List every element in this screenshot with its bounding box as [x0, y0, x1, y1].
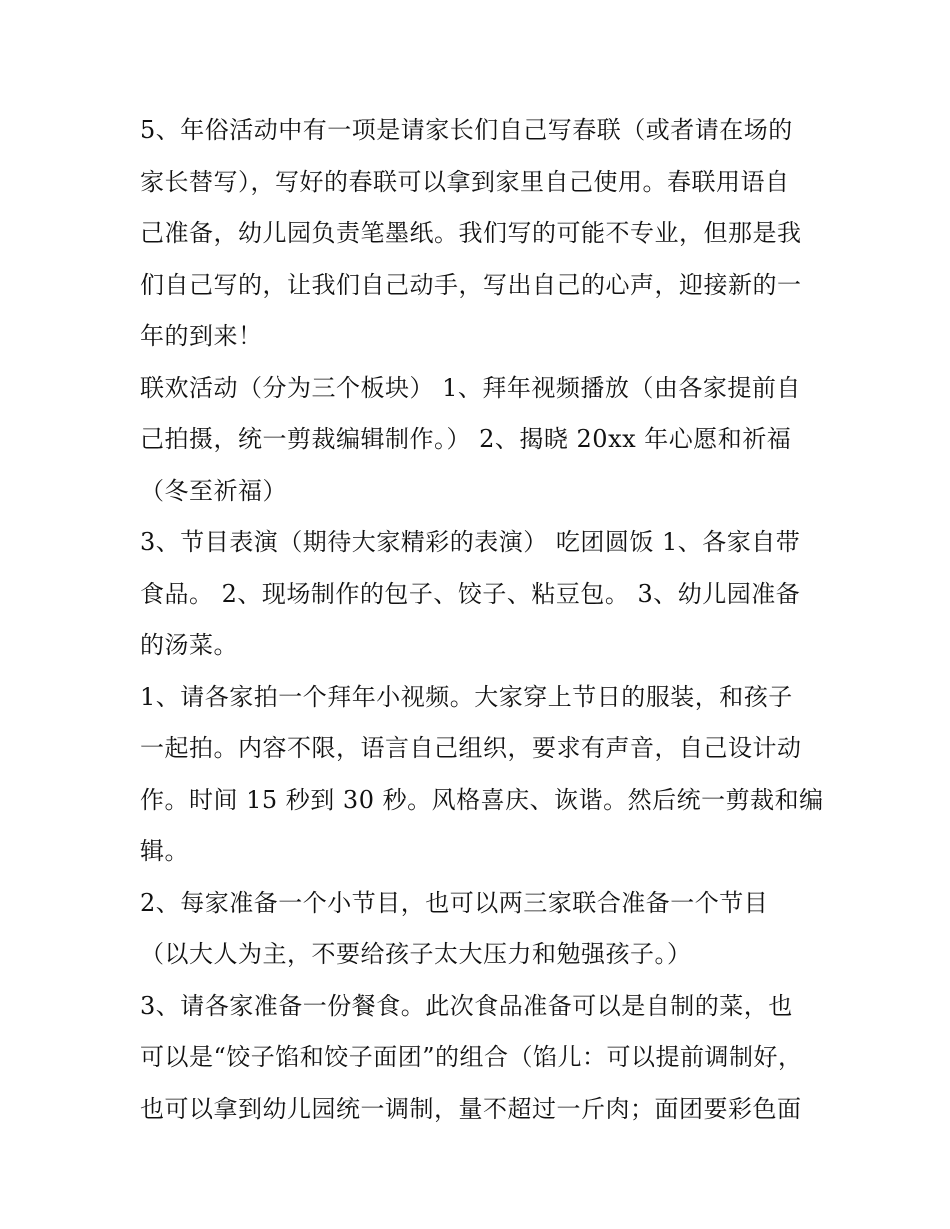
text-line: 联欢活动（分为三个板块） 1、拜年视频播放（由各家提前自 — [140, 373, 801, 402]
text-line: 们自己写的，让我们自己动手，写出自己的心声，迎接新的一 — [140, 270, 802, 299]
text-line: 可以是“饺子馅和饺子面团”的组合（馅儿：可以提前调制好， — [140, 1043, 803, 1071]
text-line: 的汤菜。 — [140, 631, 238, 659]
text-line: （以大人为主，不要给孩子太大压力和勉强孩子。） — [140, 940, 692, 968]
document-body — [140, 105, 824, 1135]
text-line: 作。时间 15 秒到 30 秒。风格喜庆、诙谐。然后统一剪裁和编 — [140, 785, 824, 814]
text-line: 家长替写），写好的春联可以拿到家里自己使用。春联用语自 — [140, 167, 790, 196]
text-line: 食品。 2、现场制作的包子、饺子、粘豆包。 3、幼儿园准备 — [140, 579, 801, 608]
text-line: 也可以拿到幼儿园统一调制，量不超过一斤肉；面团要彩色面 — [140, 1094, 802, 1123]
text-line: 己准备，幼儿园负责笔墨纸。我们写的可能不专业，但那是我 — [140, 219, 802, 247]
text-line: 辑。 — [140, 837, 189, 865]
text-line: 3、节目表演（期待大家精彩的表演） 吃团圆饭 1、各家自带 — [140, 528, 801, 556]
text-line: 己拍摄，统一剪裁编辑制作。） 2、揭晓 20xx 年心愿和祈福 — [140, 425, 792, 453]
text-line: 2、每家准备一个小节目，也可以两三家联合准备一个节目 — [140, 888, 769, 917]
text-line: 3、请各家准备一份餐食。此次食品准备可以是自制的菜，也 — [140, 991, 793, 1020]
text-line: 年的到来！ — [140, 322, 263, 350]
text-line: 1、请各家拍一个拜年小视频。大家穿上节日的服装，和孩子 — [140, 682, 793, 711]
text-line: 一起拍。内容不限，语言自己组织，要求有声音，自己设计动 — [140, 734, 802, 762]
text-line: 5、年俗活动中有一项是请家长们自己写春联（或者请在场的 — [140, 116, 793, 144]
text-line: （冬至祈福） — [140, 476, 287, 505]
